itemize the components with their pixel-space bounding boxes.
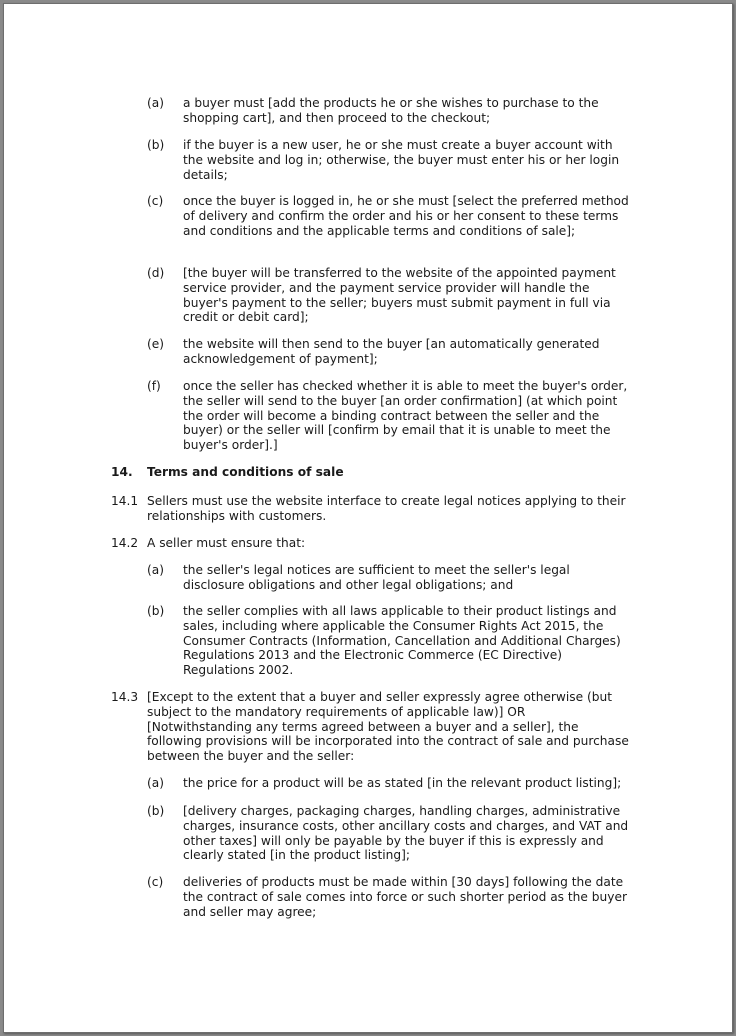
list-item-text: [the buyer will be transferred to the website of the appointed payment service provider, and the payment service provider will handle the buyer's payment to the seller; buyers must submit payment in full via credit or debit card]; [183, 266, 616, 325]
list-item-text: the price for a product will be as stated [in the relevant product listing]; [183, 776, 622, 790]
list-item-text: the website will then send to the buyer [an automatically generated acknowledgement of payment]; [183, 337, 600, 366]
clause-number: 14.2 [111, 536, 139, 550]
list-item-label: (a) [147, 96, 164, 110]
list-item-text: [delivery charges, packaging charges, handling charges, administrative charges, insurance costs, other ancillary costs and charges, and VAT and other taxes] will only be payable by the buyer if this is expressly and clearly stated [in the product listing]; [183, 804, 629, 863]
list-item-label: (f) [147, 379, 161, 393]
list-item-label: (b) [147, 804, 165, 818]
list-item-text: once the buyer is logged in, he or she must [select the preferred method of delivery and confirm the order and his or her consent to these terms and conditions and the applicable terms and conditions of sale]; [183, 194, 629, 238]
section-number: 14. [111, 465, 133, 479]
clause-text: A seller must ensure that: [147, 536, 306, 550]
clause-text: [Except to the extent that a buyer and seller expressly agree otherwise (but subject to the mandatory requirements of applicable law)] OR [Notwithstanding any terms agreed between a buyer and a seller], the following provisions will be incorporated into the contract of sale and purchase between the buyer and the seller: [147, 690, 629, 764]
list-item-label: (a) [147, 563, 164, 577]
list-item-text: once the seller has checked whether it is able to meet the buyer's order, the seller will send to the buyer [an order confirmation] (at which point the order will become a binding contract between the seller and the buyer) or the seller will [confirm by email that it is unable to meet the buyer's order].] [183, 379, 628, 453]
list-item-label: (e) [147, 337, 165, 351]
list-item-text: deliveries of products must be made within [30 days] following the date the contract of sale comes into force or such shorter period as the buyer and seller may agree; [183, 875, 627, 919]
clause-number: 14.3 [111, 690, 139, 704]
list-item-text: the seller's legal notices are sufficient to meet the seller's legal disclosure obligations and other legal obligations; and [183, 563, 570, 592]
list-item-label: (b) [147, 604, 165, 618]
list-item-label: (c) [147, 194, 164, 208]
list-item-text: a buyer must [add the products he or she wishes to purchase to the shopping cart], and then proceed to the checkout; [183, 96, 599, 125]
list-item-text: the seller complies with all laws applicable to their product listings and sales, including where applicable the Consumer Rights Act 2015, the Consumer Contracts (Information, Cancellation and Additional Charges) Regulations 2013 and the Electronic Commerce (EC Directive) Regulations 2002. [183, 604, 621, 678]
list-item-label: (a) [147, 776, 164, 790]
list-item-label: (b) [147, 138, 165, 152]
list-item-label: (c) [147, 875, 164, 889]
section-title: Terms and conditions of sale [147, 465, 344, 479]
document-page [3, 3, 733, 1033]
clause-text: Sellers must use the website interface to create legal notices applying to their relationships with customers. [147, 494, 626, 523]
clause-number: 14.1 [111, 494, 139, 508]
list-item-text: if the buyer is a new user, he or she must create a buyer account with the website and log in; otherwise, the buyer must enter his or her login details; [183, 138, 620, 182]
list-item-label: (d) [147, 266, 165, 280]
